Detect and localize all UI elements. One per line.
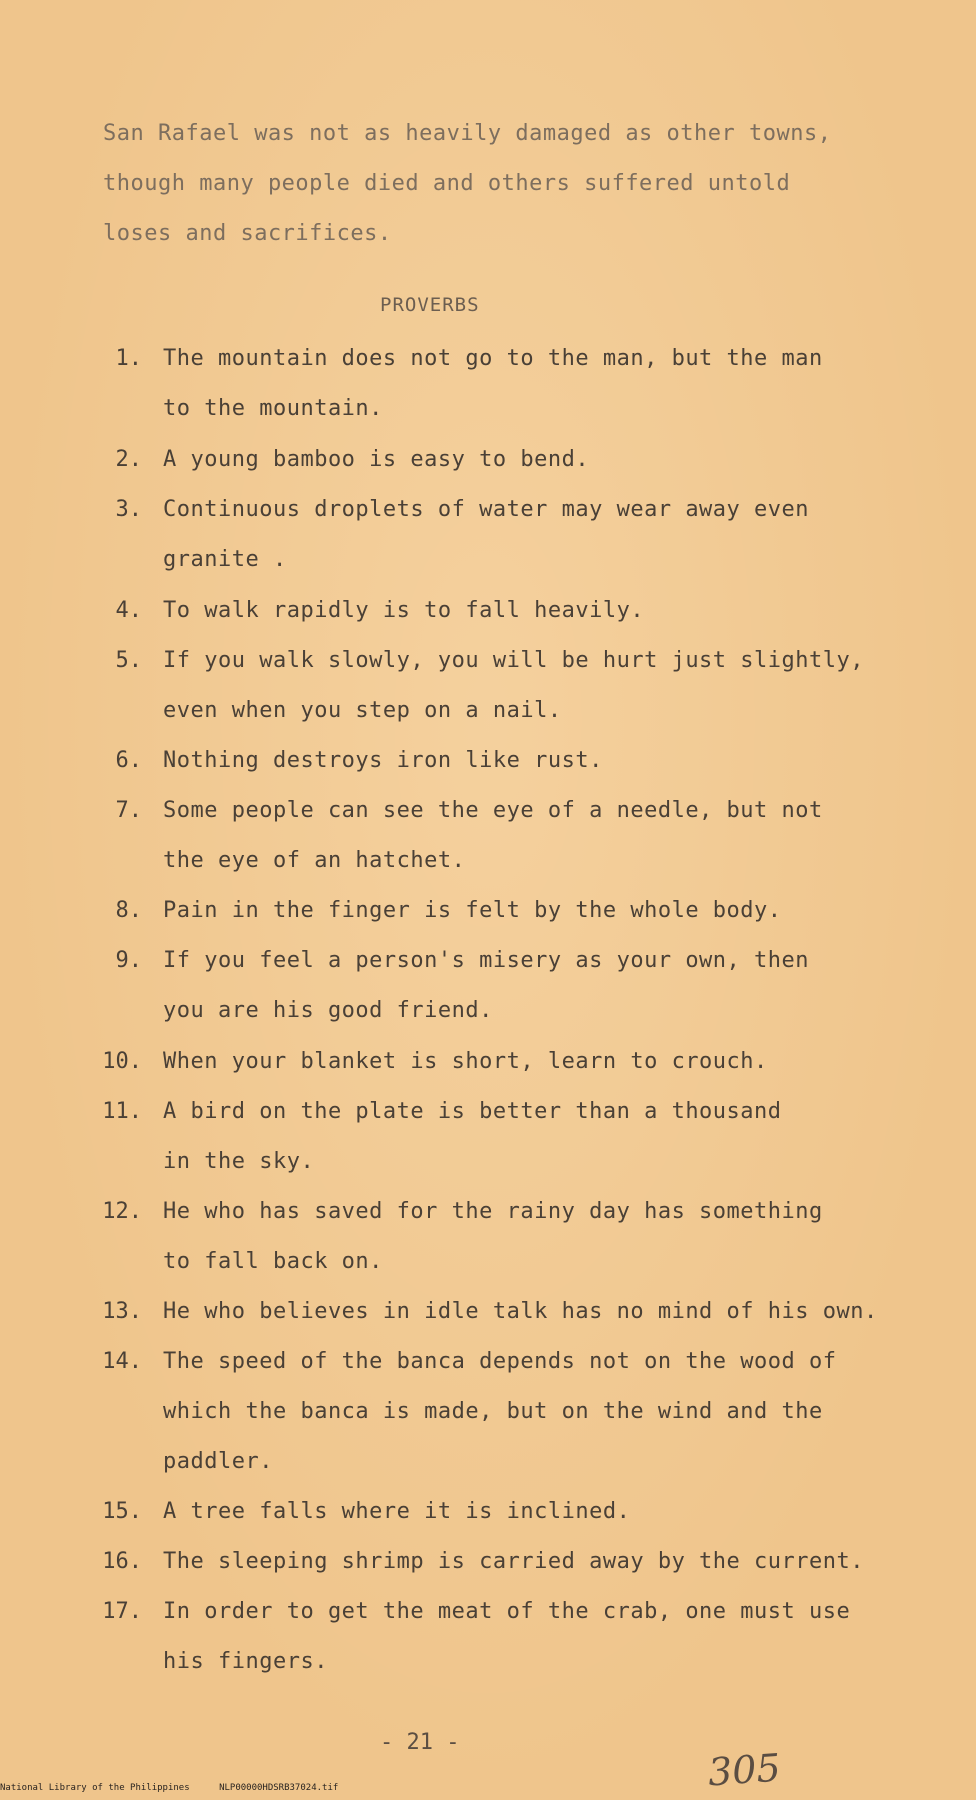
proverb-text-line: in the sky. — [163, 1149, 315, 1174]
proverb-number: 6. — [115, 748, 142, 773]
proverb-text-line: The mountain does not go to the man, but the man — [163, 346, 823, 371]
proverb-text-line: which the banca is made, but on the wind and the — [163, 1399, 823, 1424]
proverb-number: 5. — [115, 648, 142, 673]
proverb-text-line: granite . — [163, 547, 287, 572]
proverb-number: 3. — [115, 497, 142, 522]
proverb-text-line: A tree falls where it is inclined. — [163, 1499, 631, 1524]
proverb-number: 14. — [102, 1349, 142, 1374]
proverb-text-line: When your blanket is short, learn to crouch. — [163, 1049, 768, 1074]
proverb-text-line: paddler. — [163, 1449, 273, 1474]
proverb-text-line: A bird on the plate is better than a thousand — [163, 1099, 782, 1124]
proverb-text-line: To walk rapidly is to fall heavily. — [163, 598, 645, 623]
proverb-text-line: Some people can see the eye of a needle, but not — [163, 798, 823, 823]
proverb-number: 15. — [102, 1499, 142, 1524]
proverb-text-line: to the mountain. — [163, 396, 383, 421]
proverb-text-line: If you feel a person's misery as your own, then — [163, 948, 810, 973]
handwritten-page-number: 305 — [706, 1745, 782, 1795]
intro-line: though many people died and others suffered untold — [103, 171, 791, 196]
proverb-text-line: He who has saved for the rainy day has something — [163, 1199, 823, 1224]
footer-library: National Library of the Philippines — [0, 1783, 190, 1793]
proverb-text-line: In order to get the meat of the crab, one must use — [163, 1599, 851, 1624]
proverb-number: 13. — [102, 1299, 142, 1324]
intro-line: San Rafael was not as heavily damaged as other towns, — [103, 121, 832, 146]
section-heading: PROVERBS — [380, 294, 480, 316]
proverb-text-line: If you walk slowly, you will be hurt just slightly, — [163, 648, 865, 673]
proverb-text-line: A young bamboo is easy to bend. — [163, 447, 590, 472]
proverb-number: 9. — [115, 948, 142, 973]
proverb-number: 1. — [115, 346, 142, 371]
proverb-text-line: The sleeping shrimp is carried away by the current. — [163, 1549, 865, 1574]
proverb-number: 2. — [115, 447, 142, 472]
proverb-text-line: He who believes in idle talk has no mind of his own. — [163, 1299, 878, 1324]
proverb-text-line: his fingers. — [163, 1649, 328, 1674]
proverb-number: 12. — [102, 1199, 142, 1224]
proverb-text-line: The speed of the banca depends not on the wood of — [163, 1349, 837, 1374]
proverb-text-line: Pain in the finger is felt by the whole body. — [163, 898, 782, 923]
footer-filename: NLP00000HDSRB37024.tif — [219, 1783, 339, 1793]
proverb-text-line: Continuous droplets of water may wear away even — [163, 497, 810, 522]
proverb-number: 16. — [102, 1549, 142, 1574]
proverb-number: 4. — [115, 598, 142, 623]
scan-footer — [0, 1783, 362, 1793]
proverb-number: 17. — [102, 1599, 142, 1624]
proverb-number: 11. — [102, 1099, 142, 1124]
intro-line: loses and sacrifices. — [103, 221, 392, 246]
proverb-text-line: even when you step on a nail. — [163, 698, 562, 723]
page-number: - 21 - — [380, 1730, 460, 1755]
proverb-text-line: Nothing destroys iron like rust. — [163, 748, 603, 773]
proverb-text-line: the eye of an hatchet. — [163, 848, 466, 873]
proverb-number: 8. — [115, 898, 142, 923]
proverb-number: 7. — [115, 798, 142, 823]
proverb-text-line: to fall back on. — [163, 1249, 383, 1274]
proverb-number: 10. — [102, 1049, 142, 1074]
proverb-text-line: you are his good friend. — [163, 998, 493, 1023]
